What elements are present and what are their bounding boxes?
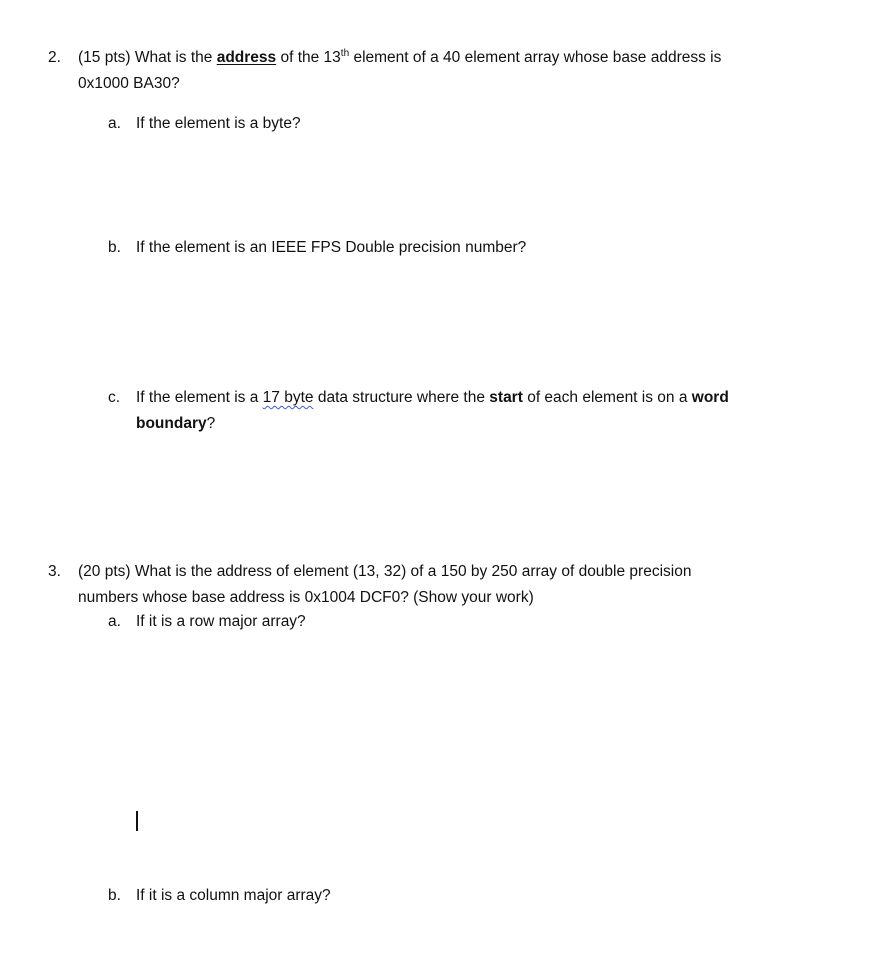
question-3-number: 3. <box>48 563 61 580</box>
question-mark: ? <box>206 415 216 432</box>
question-2c-text-mid: data structure where the <box>313 389 490 406</box>
question-2a-text: If the element is a byte? <box>136 115 301 132</box>
question-2-text: of the 13 <box>276 49 341 66</box>
question-2-text-rest: element of a 40 element array whose base address is <box>349 49 722 66</box>
address-emphasis: address <box>216 49 277 66</box>
question-2b-label: b. <box>108 239 121 256</box>
question-3-line-1: (20 pts) What is the address of element (13, 32) of a 150 by 250 array of double precision <box>78 563 692 580</box>
question-3b-text: If it is a column major array? <box>136 887 331 904</box>
ordinal-suffix: th <box>340 48 350 59</box>
question-2c-text: If the element is a <box>136 389 263 406</box>
question-2c-line-1 <box>136 388 729 408</box>
question-3a-label: a. <box>108 613 121 630</box>
text-cursor[interactable] <box>136 811 138 831</box>
question-3-line-2: numbers whose base address is 0x1004 DCF0? (Show your work) <box>78 589 534 606</box>
spellcheck-squiggle-text[interactable]: 17 byte <box>262 389 314 406</box>
question-2c-label: c. <box>108 389 121 406</box>
question-2c-line-2 <box>136 414 215 434</box>
question-2-line-1 <box>78 48 721 68</box>
question-2b-text: If the element is an IEEE FPS Double precision number? <box>136 239 527 256</box>
question-3b-label: b. <box>108 887 121 904</box>
question-3a-text: If it is a row major array? <box>136 613 306 630</box>
question-2-line-2: 0x1000 BA30? <box>78 75 180 92</box>
start-emphasis: start <box>489 389 523 406</box>
question-2a-label: a. <box>108 115 121 132</box>
question-2c-text-mid2: of each element is on a <box>522 389 692 406</box>
boundary-emphasis: boundary <box>136 415 207 432</box>
question-2-points: (15 pts) What is the <box>78 49 217 66</box>
question-2-number: 2. <box>48 49 61 66</box>
word-emphasis: word <box>691 389 729 406</box>
